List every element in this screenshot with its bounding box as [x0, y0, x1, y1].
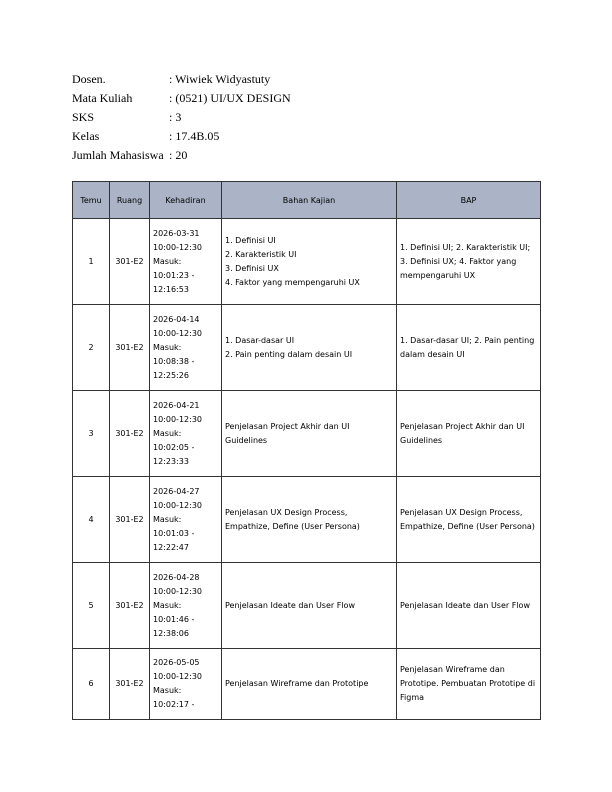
- cell-ruang: 301-E2: [110, 391, 150, 477]
- cell-kehadiran: [150, 305, 222, 391]
- kehadiran-time: 10:00-12:30: [153, 672, 202, 681]
- table-row: [73, 477, 541, 563]
- bap-text: 1. Definisi UI; 2. Karakteristik UI; 3. Definisi UX; 4. Faktor yang mempengaruhi UX: [400, 242, 531, 280]
- bahan-item: Penjelasan Project Akhir dan UI Guidelines: [225, 421, 350, 445]
- cell-temu: 5: [73, 563, 110, 649]
- cell-temu: 2: [73, 305, 110, 391]
- bahan-item: Penjelasan Wireframe dan Prototipe: [225, 679, 369, 688]
- cell-bahan-kajian: [222, 563, 397, 649]
- cell-temu: 1: [73, 219, 110, 305]
- cell-bap: [397, 219, 541, 305]
- kehadiran-out: 12:22:47: [153, 542, 189, 552]
- kehadiran-date: 2026-05-05: [153, 658, 200, 667]
- header-bahan-kajian: Bahan Kajian: [222, 182, 397, 219]
- table-row: [73, 219, 541, 305]
- cell-bap: [397, 391, 541, 477]
- table-row: [73, 563, 541, 649]
- bahan-item: 4. Faktor yang mempengaruhi UX: [225, 277, 360, 287]
- bahan-item: 1. Definisi UI: [225, 235, 276, 245]
- cell-bahan-kajian: [222, 391, 397, 477]
- bahan-item: Penjelasan UX Design Process, Empathize, Define (User Persona): [225, 507, 360, 531]
- kehadiran-masuk: Masuk:: [153, 256, 182, 266]
- cell-bap: [397, 649, 541, 720]
- kehadiran-date: 2026-04-27: [153, 486, 200, 496]
- info-value: : 3: [169, 110, 182, 124]
- bahan-item: 1. Dasar-dasar UI: [225, 335, 295, 345]
- table-header-row: [73, 182, 541, 219]
- kehadiran-masuk: Masuk:: [153, 514, 182, 524]
- info-label: Mata Kuliah: [72, 91, 133, 105]
- kehadiran-time: 10:00-12:30: [153, 414, 202, 424]
- cell-ruang: 301-E2: [110, 305, 150, 391]
- kehadiran-date: 2026-03-31: [153, 228, 200, 238]
- cell-ruang: 301-E2: [110, 477, 150, 563]
- info-label: SKS: [72, 110, 95, 124]
- cell-kehadiran: [150, 649, 222, 720]
- kehadiran-time: 10:00-12:30: [153, 328, 202, 338]
- kehadiran-in: 10:01:46 -: [153, 614, 195, 624]
- header-bap: BAP: [397, 182, 541, 219]
- cell-ruang: 301-E2: [110, 649, 150, 720]
- cell-bahan-kajian: [222, 649, 397, 720]
- cell-temu: 6: [73, 649, 110, 720]
- bap-text: Penjelasan Ideate dan User Flow: [400, 600, 530, 610]
- header-ruang: Ruang: [110, 182, 150, 219]
- info-label: Dosen.: [72, 72, 106, 86]
- kehadiran-masuk: Masuk:: [153, 428, 182, 438]
- kehadiran-masuk: Masuk:: [153, 600, 182, 610]
- kehadiran-out: 12:23:33: [153, 456, 189, 466]
- bahan-item: 3. Definisi UX: [225, 263, 279, 273]
- kehadiran-date: 2026-04-21: [153, 400, 200, 410]
- kehadiran-masuk: Masuk:: [153, 686, 182, 695]
- kehadiran-in: 10:01:03 -: [153, 528, 195, 538]
- table-row: [73, 391, 541, 477]
- kehadiran-date: 2026-04-28: [153, 572, 200, 582]
- header-temu: Temu: [73, 182, 110, 219]
- kehadiran-date: 2026-04-14: [153, 314, 200, 324]
- kehadiran-in: 10:08:38 -: [153, 356, 195, 366]
- kehadiran-time: 10:00-12:30: [153, 500, 202, 510]
- info-value: : Wiwiek Widyastuty: [169, 72, 271, 86]
- bap-text: 1. Dasar-dasar UI; 2. Pain penting dalam desain UI: [400, 335, 535, 359]
- cell-temu: 4: [73, 477, 110, 563]
- bap-text: Penjelasan Project Akhir dan UI Guidelines: [400, 421, 525, 445]
- info-value: : 17.4B.05: [169, 129, 220, 143]
- header-kehadiran: Kehadiran: [150, 182, 222, 219]
- cell-bahan-kajian: [222, 305, 397, 391]
- info-label: Kelas: [72, 129, 100, 143]
- cell-kehadiran: [150, 391, 222, 477]
- bahan-item: Penjelasan Ideate dan User Flow: [225, 600, 355, 610]
- cell-ruang: 301-E2: [110, 219, 150, 305]
- cell-bap: [397, 305, 541, 391]
- info-value: : (0521) UI/UX DESIGN: [169, 91, 291, 105]
- cell-bahan-kajian: [222, 477, 397, 563]
- cell-bap: [397, 477, 541, 563]
- kehadiran-out: 12:38:06: [153, 628, 189, 638]
- bahan-item: 2. Karakteristik UI: [225, 249, 297, 259]
- kehadiran-masuk: Masuk:: [153, 342, 182, 352]
- info-label: Jumlah Mahasiswa: [72, 148, 164, 162]
- attendance-table: [72, 181, 541, 720]
- table-row: [73, 649, 541, 720]
- kehadiran-time: 10:00-12:30: [153, 586, 202, 596]
- info-value: : 20: [169, 148, 188, 162]
- kehadiran-in: 10:02:05 -: [153, 442, 195, 452]
- kehadiran-in: 10:02:17 -: [153, 700, 195, 709]
- cell-bap: [397, 563, 541, 649]
- bap-text: Penjelasan Wireframe dan Prototipe. Pembuatan Prototipe di Figma: [400, 665, 536, 702]
- cell-kehadiran: [150, 563, 222, 649]
- cell-kehadiran: [150, 477, 222, 563]
- cell-temu: 3: [73, 391, 110, 477]
- kehadiran-time: 10:00-12:30: [153, 242, 202, 252]
- kehadiran-in: 10:01:23 -: [153, 270, 195, 280]
- table-row: [73, 305, 541, 391]
- cell-ruang: 301-E2: [110, 563, 150, 649]
- cell-kehadiran: [150, 219, 222, 305]
- bap-text: Penjelasan UX Design Process, Empathize, Define (User Persona): [400, 507, 535, 531]
- kehadiran-out: 12:16:53: [153, 284, 189, 294]
- kehadiran-out: 12:25:26: [153, 370, 189, 380]
- cell-bahan-kajian: [222, 219, 397, 305]
- bahan-item: 2. Pain penting dalam desain UI: [225, 349, 353, 359]
